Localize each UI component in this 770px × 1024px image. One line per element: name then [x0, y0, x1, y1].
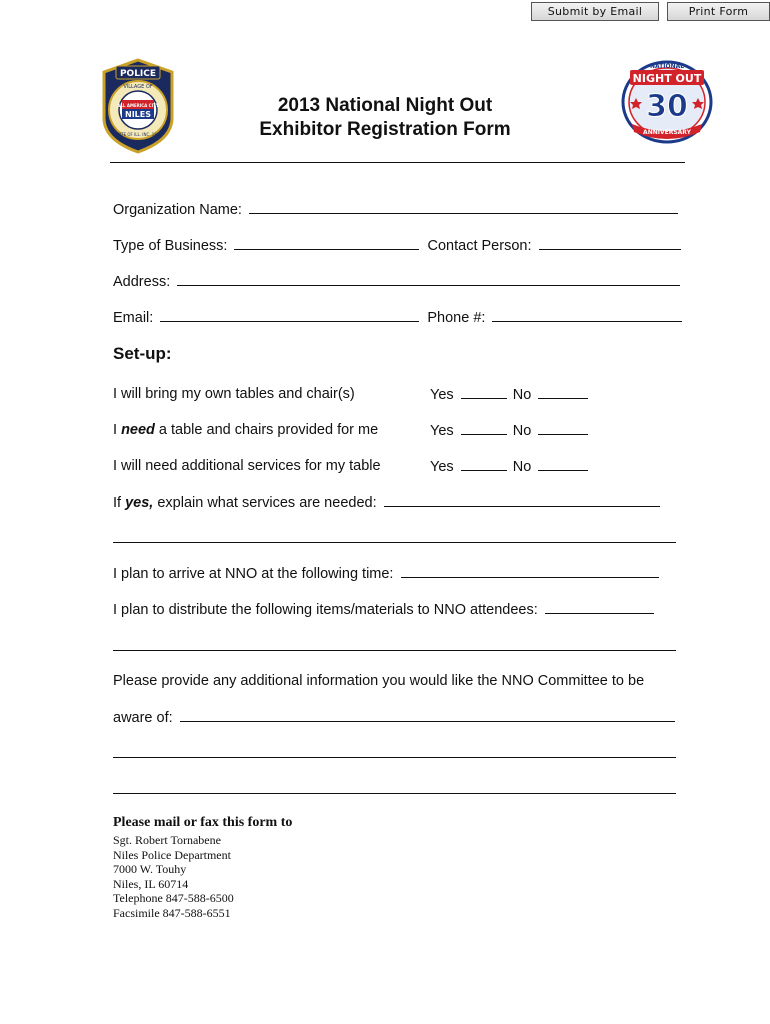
email-phone-row	[113, 308, 682, 327]
contact-address-block	[113, 833, 234, 920]
setup-option-2-yes-no	[430, 421, 588, 439]
no-label: No	[512, 387, 532, 403]
arrival-time-field[interactable]	[401, 564, 659, 578]
business-contact-row	[113, 236, 681, 255]
organization-name-label: Organization Name:	[113, 202, 242, 218]
contact-name: Sgt. Robert Tornabene	[113, 833, 221, 847]
address-row	[113, 272, 680, 291]
yes-label: Yes	[430, 423, 454, 439]
yes-label: Yes	[430, 459, 454, 475]
explain-emphasis: yes,	[125, 495, 154, 511]
option-1-yes-field[interactable]	[461, 385, 507, 399]
setup-option-1	[113, 385, 355, 403]
additional-info-row-2	[113, 708, 675, 727]
explain-services-row	[113, 493, 660, 512]
option-2-no-field[interactable]	[538, 421, 588, 435]
no-label: No	[512, 459, 532, 475]
mail-fax-heading: Please mail or fax this form to	[113, 815, 293, 830]
additional-info-field-line2[interactable]	[113, 757, 676, 758]
nno-text-anniversary: ANNIVERSARY	[643, 129, 691, 136]
option-2-yes-field[interactable]	[461, 421, 507, 435]
badge-text-niles: NILES	[125, 110, 151, 119]
print-form-button[interactable]: Print Form	[667, 2, 770, 21]
contact-telephone: Telephone 847-588-6500	[113, 891, 234, 905]
additional-info-label: Please provide any additional information you would like the NNO Committee to be	[113, 673, 645, 689]
organization-name-row	[113, 200, 678, 219]
submit-by-email-button[interactable]: Submit by Email	[531, 2, 659, 21]
setup-option-3-text: I will need additional services for my table	[113, 458, 381, 474]
arrival-time-label: I plan to arrive at NNO at the following time:	[113, 566, 394, 582]
setup-option-2-emphasis: need	[121, 422, 155, 438]
contact-department: Niles Police Department	[113, 847, 231, 862]
nno-text-national: NATIONAL	[649, 63, 685, 70]
email-label: Email:	[113, 310, 154, 326]
contact-person-field[interactable]	[539, 236, 681, 250]
explain-services-field[interactable]	[384, 493, 660, 507]
badge-text-village: VILLAGE OF	[123, 84, 153, 90]
distribute-items-field[interactable]	[545, 600, 654, 614]
title-divider	[110, 162, 685, 163]
badge-text-police: POLICE	[119, 69, 157, 79]
form-title-line2: Exhibitor Registration Form	[259, 119, 511, 140]
additional-info-field[interactable]	[180, 708, 675, 722]
address-field[interactable]	[177, 272, 680, 286]
setup-option-2-post: a table and chairs provided for me	[154, 422, 379, 438]
contact-city: Niles, IL 60714	[113, 876, 189, 891]
business-type-field[interactable]	[234, 236, 419, 250]
setup-option-2-pre: I	[113, 422, 122, 438]
phone-field[interactable]	[492, 308, 682, 322]
explain-pre: If	[113, 495, 126, 511]
distribute-items-label: I plan to distribute the following items/materials to NNO attendees:	[113, 602, 538, 618]
contact-person-label: Contact Person:	[427, 238, 532, 254]
setup-option-1-text: I will bring my own tables and chair(s)	[113, 386, 355, 402]
option-3-yes-field[interactable]	[461, 457, 507, 471]
explain-services-field-line2[interactable]	[113, 542, 676, 543]
option-3-no-field[interactable]	[538, 457, 588, 471]
badge-text-america: ALL AMERICA CITY	[117, 103, 159, 108]
setup-heading: Set-up:	[113, 344, 172, 363]
nno-text-night-out: NIGHT OUT	[632, 72, 702, 85]
badge-text-state: STATE OF ILL. INC. 1899	[114, 132, 162, 137]
arrival-time-row	[113, 564, 659, 583]
distribute-items-field-line2[interactable]	[113, 650, 676, 651]
form-title-line1: 2013 National Night Out	[277, 95, 493, 116]
contact-facsimile: Facsimile 847-588-6551	[113, 905, 231, 920]
setup-option-2	[113, 421, 378, 439]
distribute-items-row	[113, 600, 654, 619]
nno-text-30: 30	[646, 89, 688, 124]
setup-option-3-yes-no	[430, 457, 588, 475]
setup-option-1-yes-no	[430, 385, 588, 403]
yes-label: Yes	[430, 387, 454, 403]
contact-street: 7000 W. Touhy	[113, 862, 187, 876]
phone-label: Phone #:	[427, 310, 486, 326]
setup-option-3	[113, 457, 381, 475]
option-1-no-field[interactable]	[538, 385, 588, 399]
additional-info-field-line3[interactable]	[113, 793, 676, 794]
additional-info-row	[113, 672, 644, 690]
explain-post: explain what services are needed:	[153, 495, 377, 511]
organization-name-field[interactable]	[249, 200, 678, 214]
business-type-label: Type of Business:	[113, 238, 228, 254]
no-label: No	[512, 423, 532, 439]
address-label: Address:	[113, 274, 171, 290]
email-field[interactable]	[160, 308, 419, 322]
aware-of-label: aware of:	[113, 710, 173, 726]
